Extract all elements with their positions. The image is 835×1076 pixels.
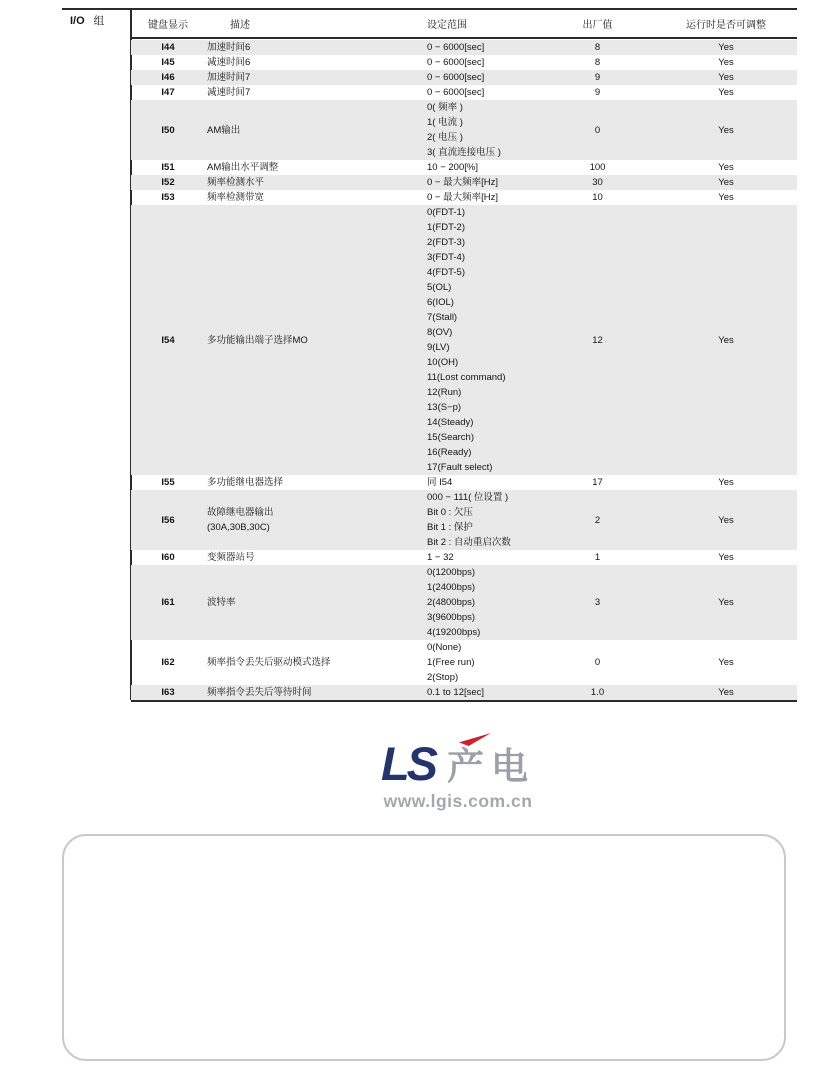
param-run-adjustable: Yes: [718, 687, 734, 698]
group-label: [70, 13, 128, 28]
param-run-adjustable: Yes: [718, 657, 734, 668]
param-setting-range: 0 − 6000[sec]: [427, 57, 485, 68]
param-run-adjustable: Yes: [718, 477, 734, 488]
param-code: I53: [161, 192, 175, 203]
param-setting-range: 0( 频率 ) 1( 电流 ) 2( 电压 ) 3( 直流连接电压 ): [427, 102, 501, 158]
param-description: 波特率: [207, 597, 236, 608]
param-description: 频率检测带宽: [207, 192, 265, 203]
ls-logo: [363, 735, 553, 812]
table-row: [131, 160, 797, 175]
param-run-adjustable: Yes: [718, 162, 734, 173]
param-code: I50: [161, 124, 175, 136]
param-code: I62: [161, 657, 175, 668]
param-run-adjustable: Yes: [718, 514, 734, 526]
table-row: [131, 205, 797, 475]
table-row: [131, 40, 797, 55]
param-description: AM输出: [207, 124, 241, 136]
table-row: [131, 640, 797, 685]
header-keypad-display: 键盘显示: [148, 19, 188, 31]
param-factory-default: 9: [594, 72, 601, 83]
param-code: I51: [161, 162, 175, 173]
param-description: 频率指令丢失后驱动模式选择: [207, 657, 331, 668]
param-code: I60: [161, 552, 175, 563]
param-code: I55: [161, 477, 175, 488]
param-factory-default: 0: [594, 657, 601, 668]
param-factory-default: 1.0: [590, 687, 605, 698]
header-run-adjustable: 运行时是否可调整: [686, 19, 766, 31]
param-run-adjustable: Yes: [718, 192, 734, 203]
header-setting-range: 设定范围: [427, 19, 467, 31]
param-setting-range: 0(None) 1(Free run) 2(Stop): [427, 642, 475, 683]
table-row: [131, 565, 797, 640]
param-code: I63: [161, 687, 175, 698]
param-description: 多功能输出端子选择MO: [207, 334, 308, 346]
param-code: I56: [161, 514, 175, 526]
param-setting-range: 10 − 200[%]: [427, 162, 478, 173]
table-row: [131, 70, 797, 85]
table-row: [131, 175, 797, 190]
param-factory-default: 0: [594, 124, 601, 136]
ls-logo-row: [363, 735, 553, 790]
param-description: 减速时间7: [207, 87, 251, 98]
param-run-adjustable: Yes: [718, 57, 734, 68]
param-run-adjustable: Yes: [718, 87, 734, 98]
param-description: 频率指令丢失后等待时间: [207, 687, 312, 698]
param-factory-default: 17: [592, 477, 603, 488]
param-factory-default: 2: [594, 514, 601, 526]
table-row: [131, 190, 797, 205]
param-code: I47: [161, 87, 175, 98]
param-run-adjustable: Yes: [718, 334, 734, 346]
table-row: [131, 550, 797, 565]
ls-logo-chinese-text: 产电: [447, 746, 536, 787]
param-setting-range: 同 I54: [427, 477, 453, 488]
param-setting-range: 0 − 6000[sec]: [427, 42, 485, 53]
table-row: [131, 490, 797, 550]
table-row: [131, 100, 797, 160]
table-row: [131, 475, 797, 490]
param-description: 加速时间7: [207, 72, 251, 83]
table-row: [131, 85, 797, 100]
param-code: I61: [161, 597, 175, 608]
table-row: [131, 685, 797, 700]
param-run-adjustable: Yes: [718, 177, 734, 188]
param-setting-range: 0 − 最大频率[Hz]: [427, 192, 498, 203]
group-suffix: 组: [93, 15, 105, 27]
param-factory-default: 8: [594, 57, 601, 68]
param-factory-default: 3: [594, 597, 601, 608]
param-description: 变频器站号: [207, 552, 255, 563]
empty-note-box: [62, 834, 786, 1061]
param-setting-range: 0 − 最大频率[Hz]: [427, 177, 498, 188]
table-body: [131, 40, 797, 702]
param-description: 加速时间6: [207, 42, 251, 53]
ls-logo-text: LS: [380, 737, 436, 790]
website-text: www.lgis.com.cn: [383, 791, 533, 811]
group-code: I/O: [70, 15, 85, 27]
param-code: I54: [161, 334, 175, 346]
param-description: 故障继电器输出 (30A,30B,30C): [207, 507, 274, 533]
param-description: 减速时间6: [207, 57, 251, 68]
param-run-adjustable: Yes: [718, 597, 734, 608]
param-setting-range: 0(1200bps) 1(2400bps) 2(4800bps) 3(9600bps) 4(19200bps): [427, 567, 481, 638]
param-factory-default: 12: [592, 334, 603, 346]
param-setting-range: 0.1 to 12[sec]: [427, 687, 485, 698]
param-setting-range: 000 − 111( 位设置 ) Bit 0 : 欠压 Bit 1 : 保护 Bit 2 : 自动重启次数: [427, 492, 511, 548]
param-run-adjustable: Yes: [718, 72, 734, 83]
param-description: 频率检测水平: [207, 177, 265, 188]
param-run-adjustable: Yes: [718, 42, 734, 53]
header-description: 描述: [230, 19, 250, 31]
param-code: I44: [161, 42, 175, 53]
param-description: 多功能继电器选择: [207, 477, 284, 488]
table-row: [131, 55, 797, 70]
param-setting-range: 0 − 6000[sec]: [427, 87, 485, 98]
param-factory-default: 9: [594, 87, 601, 98]
param-factory-default: 30: [592, 177, 603, 188]
param-factory-default: 10: [592, 192, 603, 203]
param-setting-range: 0 − 6000[sec]: [427, 72, 485, 83]
param-factory-default: 1: [594, 552, 601, 563]
param-run-adjustable: Yes: [718, 552, 734, 563]
param-code: I46: [161, 72, 175, 83]
param-factory-default: 8: [594, 42, 601, 53]
param-description: AM输出水平调整: [207, 162, 279, 173]
table-header-row: [131, 10, 797, 36]
param-code: I52: [161, 177, 175, 188]
param-run-adjustable: Yes: [718, 124, 734, 136]
table-header-rule: [131, 37, 797, 39]
header-factory-default: 出厂值: [582, 19, 613, 31]
param-setting-range: 0(FDT-1) 1(FDT-2) 2(FDT-3) 3(FDT-4) 4(FDT-5) 5(OL) 6(IOL) 7(Stall) 8(OV) 9(LV) 10(OH) 11(Lost command) 12(Run) 13(S−p) 14(Steady) 15(Search) 16(Ready) 17(Fault select): [427, 207, 506, 473]
param-factory-default: 100: [589, 162, 606, 173]
param-code: I45: [161, 57, 175, 68]
param-setting-range: 1 − 32: [427, 552, 454, 563]
ls-logo-red-wedge-icon: [459, 733, 491, 746]
